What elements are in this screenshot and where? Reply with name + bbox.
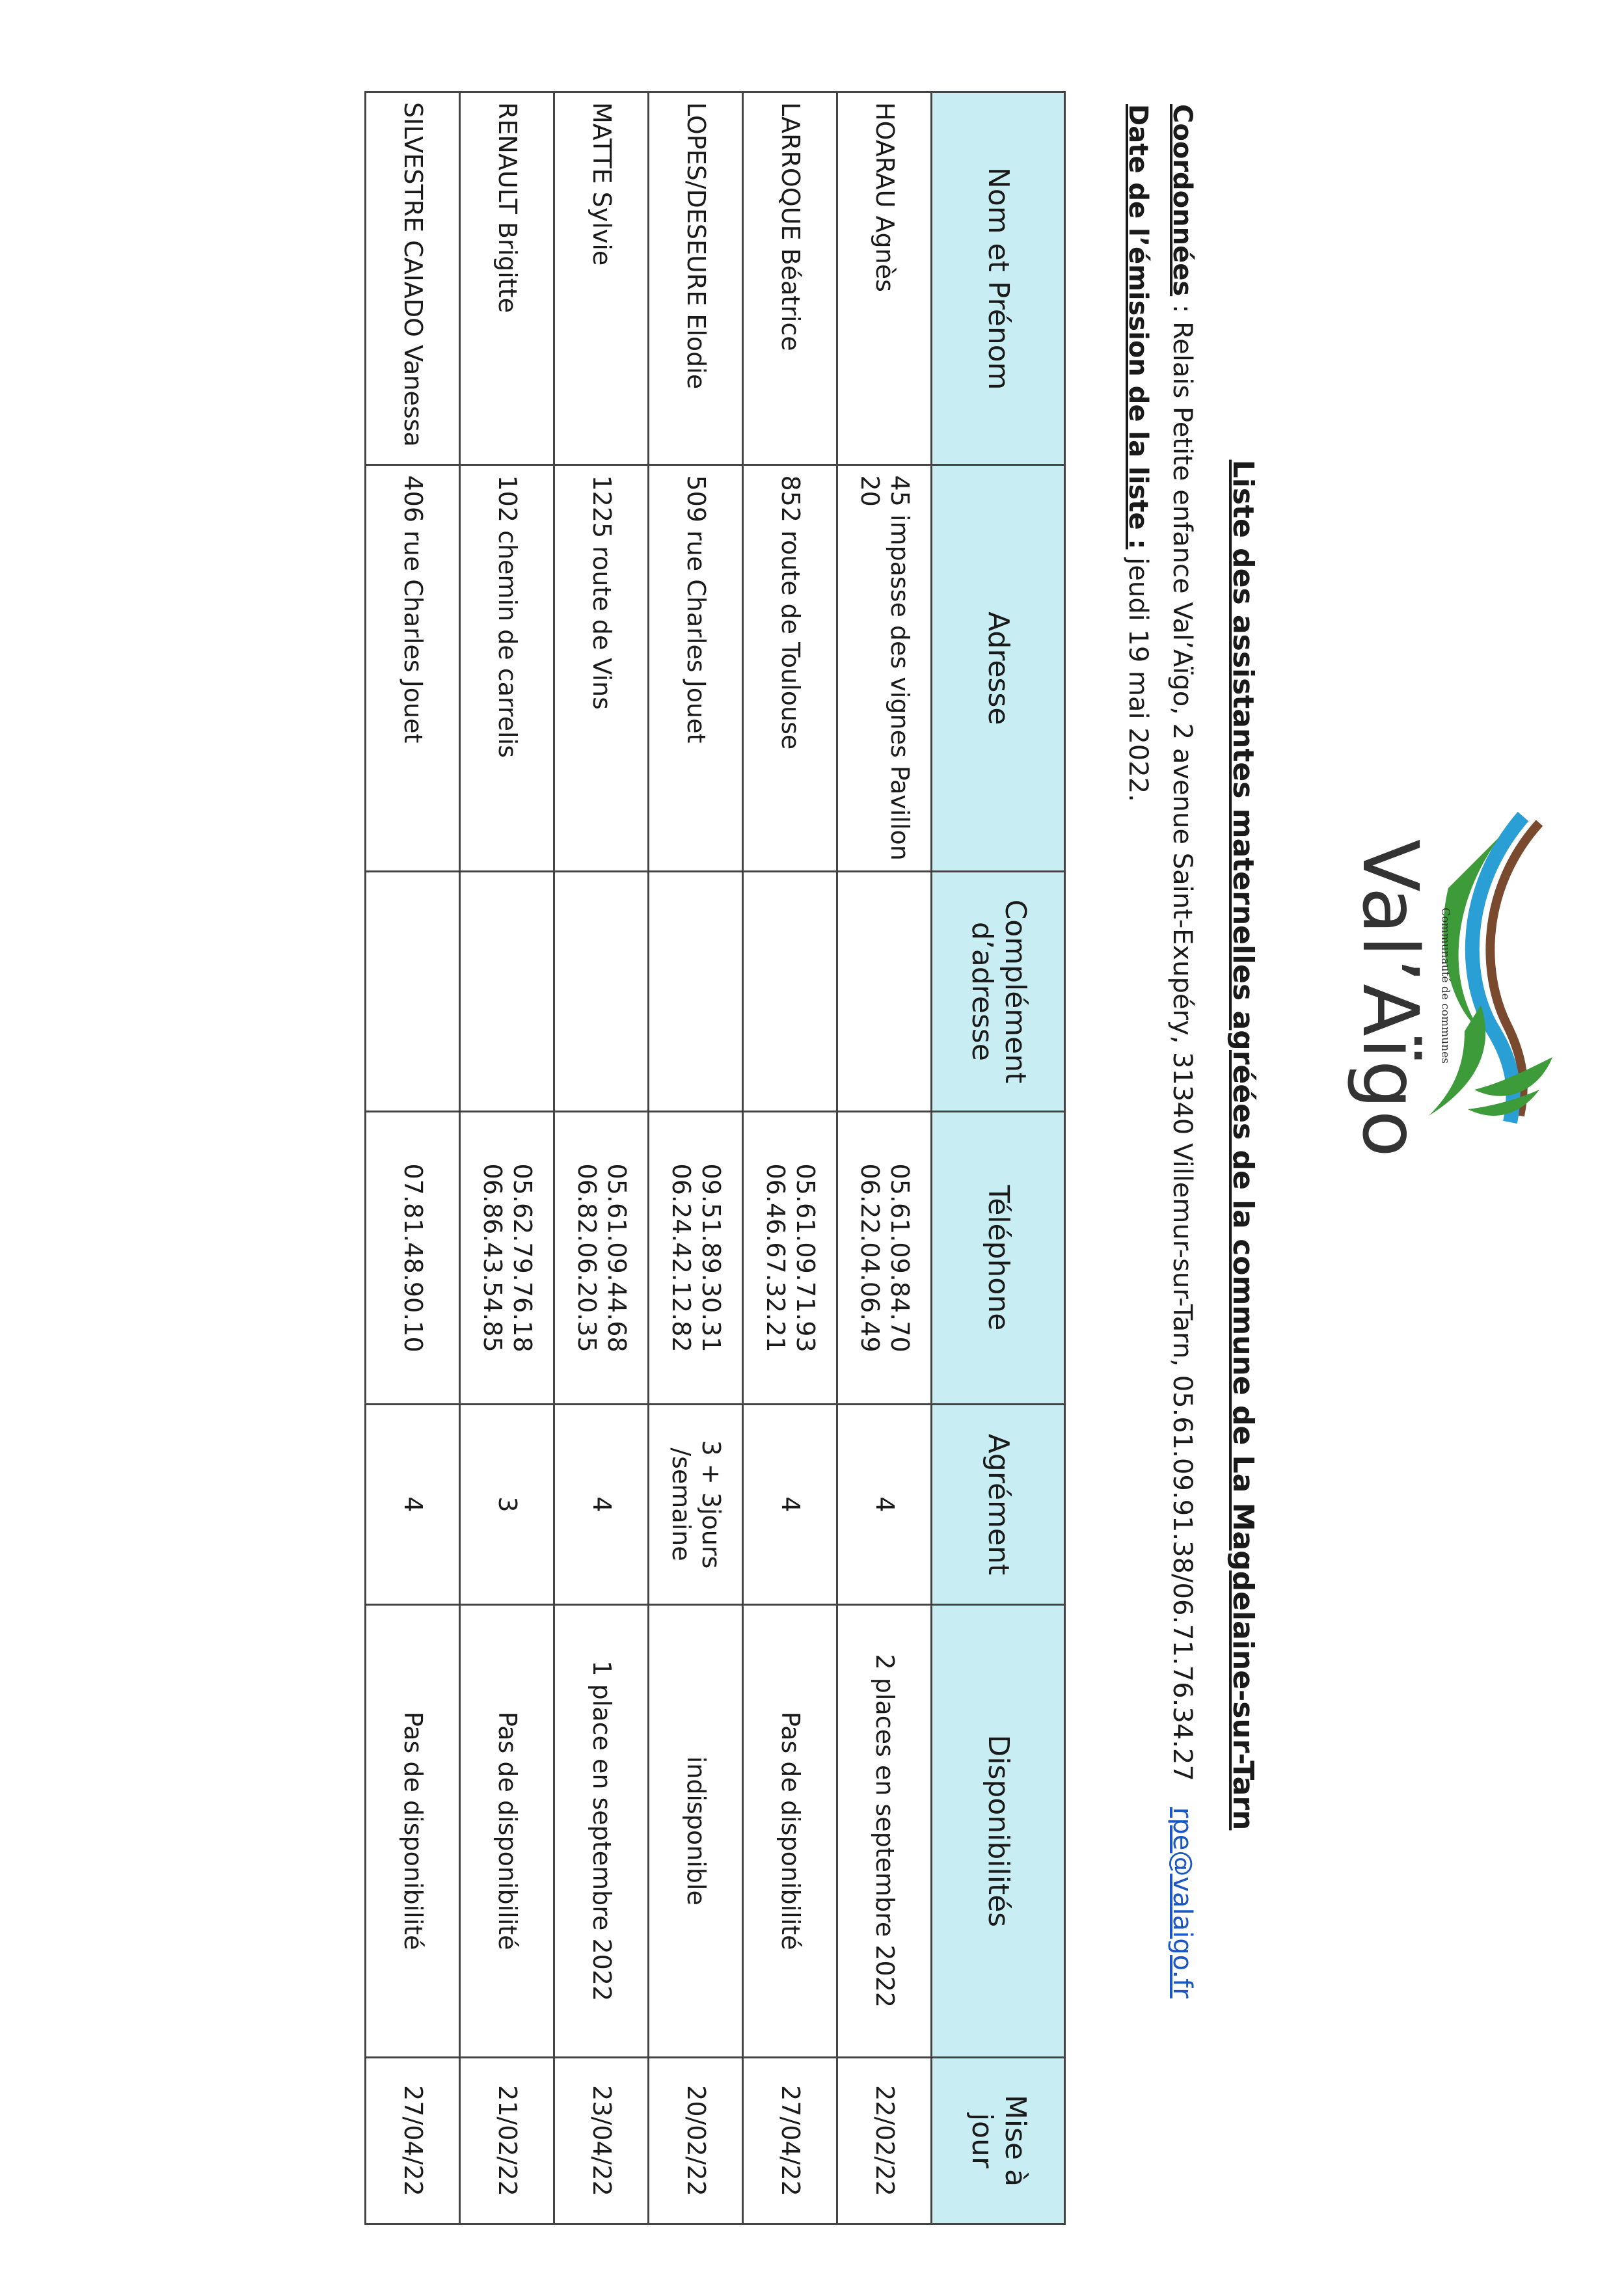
cell-complement	[743, 872, 837, 1112]
phone-2: 06.22.04.06.49	[856, 1163, 884, 1353]
table-row	[743, 92, 837, 2224]
cell-complement	[366, 872, 460, 1112]
cell-disponibilites: Pas de disponibilité	[366, 1604, 460, 2057]
cell-adresse: 1225 route de Vins	[554, 465, 649, 872]
header-nom: Nom et Prénom	[932, 92, 1065, 465]
phone-1: 05.61.09.71.93	[791, 1163, 820, 1353]
header-agrement: Agrément	[932, 1405, 1065, 1604]
header-mise-a-jour: Mise à jour	[932, 2057, 1065, 2224]
cell-complement	[837, 872, 932, 1112]
header-adresse: Adresse	[932, 465, 1065, 872]
cell-agrement: 4	[554, 1405, 649, 1604]
assistantes-table	[364, 91, 1066, 2225]
phone-1: 05.61.09.44.68	[602, 1163, 631, 1353]
header-telephone: Téléphone	[932, 1111, 1065, 1405]
cell-nom: LARROQUE Béatrice	[743, 92, 837, 465]
table-row	[460, 92, 554, 2224]
table-row	[837, 92, 932, 2224]
cell-complement	[554, 872, 649, 1112]
table-row	[366, 92, 460, 2224]
cell-adresse: 102 chemin de carrelis	[460, 465, 554, 872]
cell-mise-a-jour: 27/04/22	[366, 2057, 460, 2224]
page-title: Liste des assistantes maternelles agréées de la commune de La Magdelaine-sur-Tarn	[1226, 459, 1260, 1831]
cell-adresse: 509 rue Charles Jouet	[649, 465, 743, 872]
logo-subtitle: Communauté de communes	[1439, 908, 1452, 1064]
cell-telephone	[366, 1111, 460, 1405]
cell-nom: SILVESTRE CAIADO Vanessa	[366, 92, 460, 465]
issue-date-label: Date de l’émission de la liste :	[1123, 104, 1153, 550]
phone-1: 09.51.89.30.31	[696, 1163, 725, 1353]
cell-complement	[649, 872, 743, 1112]
cell-nom: RENAULT Brigitte	[460, 92, 554, 465]
cell-telephone	[460, 1111, 554, 1405]
cell-adresse: 852 route de Toulouse	[743, 465, 837, 872]
header-complement: Complément d’adresse	[932, 872, 1065, 1112]
cell-telephone	[743, 1111, 837, 1405]
cell-mise-a-jour: 20/02/22	[649, 2057, 743, 2224]
cell-telephone	[837, 1111, 932, 1405]
cell-complement	[460, 872, 554, 1112]
phone-1: 07.81.48.90.10	[398, 1163, 427, 1353]
cell-nom: LOPES/DESEURE Elodie	[649, 92, 743, 465]
phone-2: 06.86.43.54.85	[478, 1163, 507, 1353]
issue-date-line	[1123, 104, 1153, 802]
contact-line	[1167, 104, 1197, 1999]
cell-disponibilites: Pas de disponibilité	[743, 1604, 837, 2057]
phone-1: 05.62.79.76.18	[508, 1163, 537, 1353]
cell-adresse: 406 rue Charles Jouet	[366, 465, 460, 872]
table-header-row	[932, 92, 1065, 2224]
cell-mise-a-jour: 21/02/22	[460, 2057, 554, 2224]
table-row	[554, 92, 649, 2224]
contact-label: Coordonnées	[1167, 104, 1197, 297]
table-row	[649, 92, 743, 2224]
phone-2: 06.82.06.20.35	[573, 1163, 601, 1353]
issue-date-value: jeudi 19 mai 2022.	[1123, 549, 1153, 802]
header-disponibilites: Disponibilités	[932, 1604, 1065, 2057]
phone-2: 06.46.67.32.21	[761, 1163, 790, 1353]
cell-agrement: 4	[743, 1405, 837, 1604]
cell-mise-a-jour: 23/04/22	[554, 2057, 649, 2224]
phone-2: 06.24.42.12.82	[667, 1163, 696, 1353]
cell-disponibilites: 1 place en septembre 2022	[554, 1604, 649, 2057]
cell-telephone	[554, 1111, 649, 1405]
logo-wordmark: Val’Aïgo	[1346, 839, 1435, 1159]
cell-adresse: 45 impasse des vignes Pavillon 20	[837, 465, 932, 872]
cell-disponibilites: 2 places en septembre 2022	[837, 1604, 932, 2057]
cell-mise-a-jour: 22/02/22	[837, 2057, 932, 2224]
cell-telephone	[649, 1111, 743, 1405]
cell-agrement: 3	[460, 1405, 554, 1604]
cell-agrement: 3 + 3jours /semaine	[649, 1405, 743, 1604]
cell-nom: MATTE Sylvie	[554, 92, 649, 465]
cell-disponibilites: indisponible	[649, 1604, 743, 2057]
phone-1: 05.61.09.84.70	[885, 1163, 914, 1353]
email-link[interactable]: rpe@valaigo.fr	[1167, 1807, 1197, 1999]
cell-mise-a-jour: 27/04/22	[743, 2057, 837, 2224]
cell-agrement: 4	[366, 1405, 460, 1604]
cell-agrement: 4	[837, 1405, 932, 1604]
contact-text: : Relais Petite enfance Val’Aïgo, 2 avenue Saint-Exupéry, 31340 Villemur-sur-Tarn, 05.61.09.91.38/06.71.76.34.27	[1167, 296, 1197, 1781]
cell-nom: HOARAU Agnès	[837, 92, 932, 465]
cell-disponibilites: Pas de disponibilité	[460, 1604, 554, 2057]
